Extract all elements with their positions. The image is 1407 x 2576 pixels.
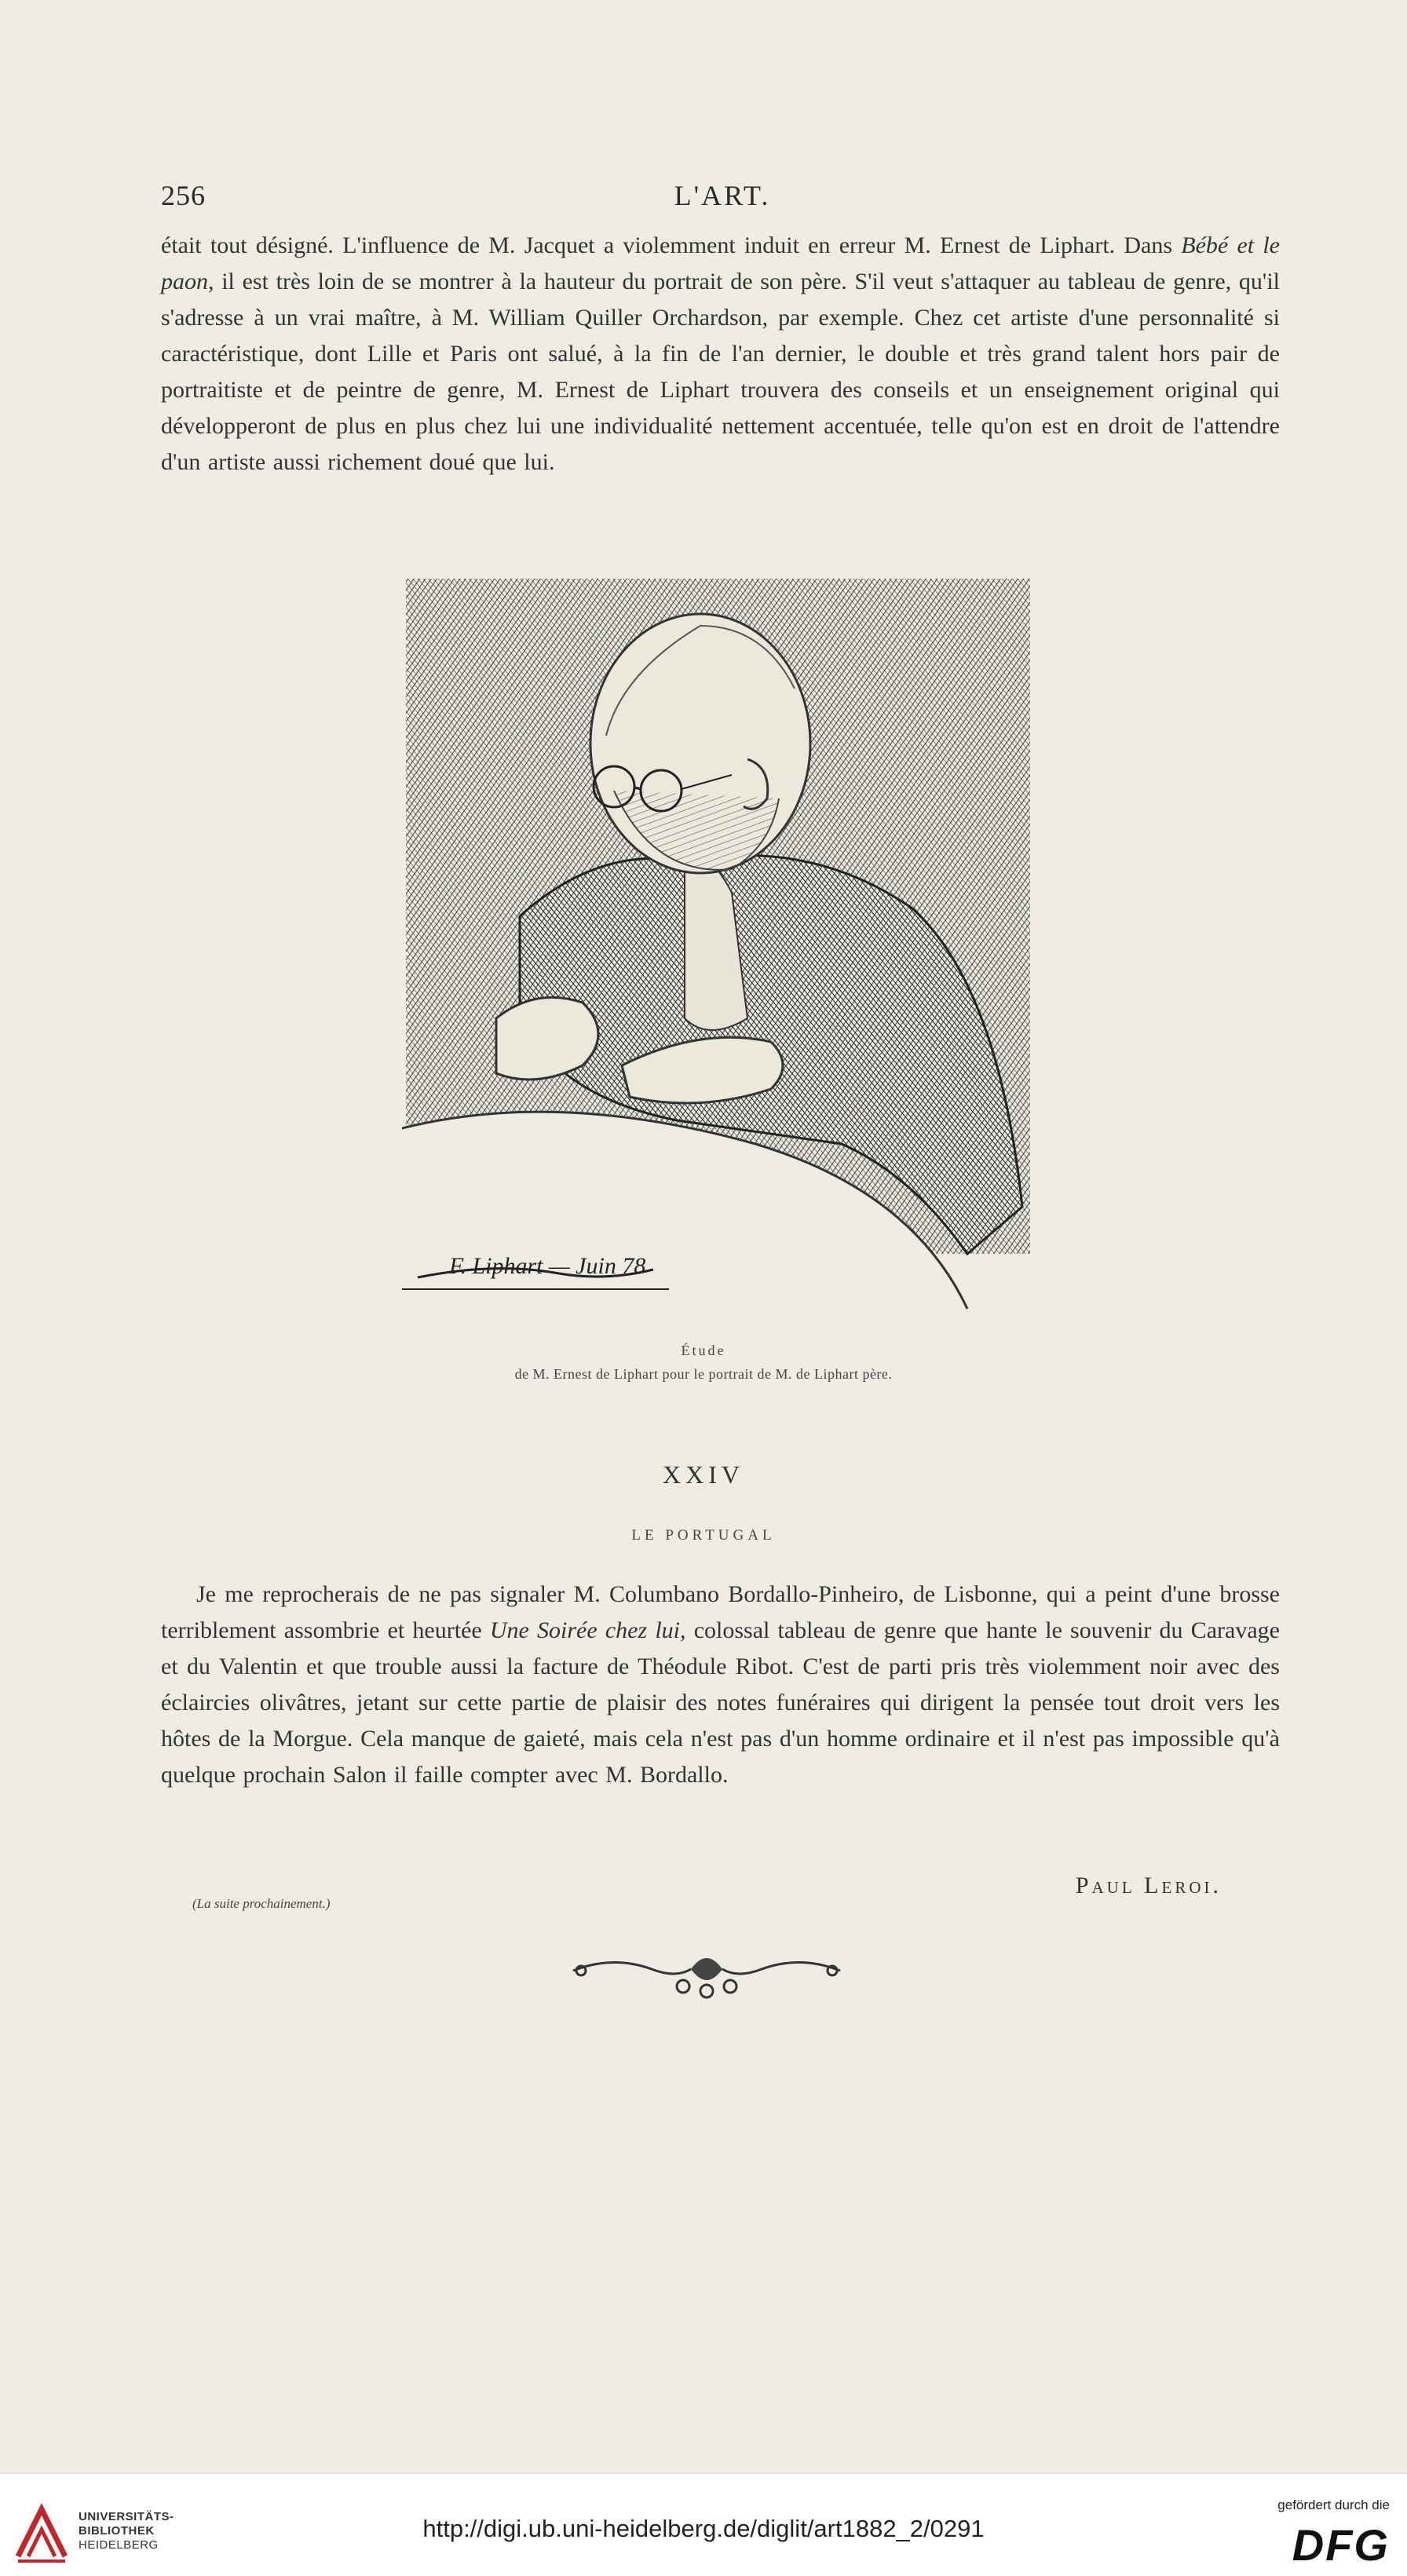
- paragraph-1-text-b: il est très loin de se montrer à la hauteur du portrait de son père. S'il veut s'attaquer au tableau de genre, qu'il s'adresse à un vrai maître, à M. William Quiller Orchardson, par exemple. Chez cet artiste d'une personnalité si caractéristique, dont Lille et Paris ont salué, à la fin de l'an dernier, le double et très grand talent hors pair de portraitiste et de peintre de genre, M. Ernest de Liphart trouvera des conseils et un enseignement original qui développeront de plus en plus chez lui une individualité nettement accentuée, telle qu'on est en droit de l'attendre d'un artiste aussi richement doué que lui.: [161, 269, 1280, 475]
- etching-portrait-svg: [402, 579, 1030, 1317]
- paragraph-2: [161, 1577, 1280, 1793]
- library-name-line-1: UNIVERSITÄTS-: [79, 2510, 174, 2523]
- paragraph-1-text-a: était tout désigné. L'influence de M. Jacquet a violemment induit en erreur M. Ernest de Liphart. Dans: [161, 232, 1182, 258]
- digitization-footer: [0, 2473, 1407, 2576]
- figure-caption-title: Étude: [681, 1343, 726, 1358]
- ornament-flourish-icon: [565, 1939, 848, 2002]
- etching-illustration: [402, 579, 1030, 1317]
- library-name-line-3: HEIDELBERG: [79, 2538, 159, 2552]
- running-title: L'ART.: [674, 180, 771, 211]
- library-name-line-2: BIBLIOTHEK: [79, 2524, 155, 2538]
- paragraph-1: [161, 228, 1280, 480]
- paragraph-2-text-b: colossal tableau de genre que hante le souvenir du Caravage et du Valentin et que trouble aussi la facture de Théodule Ribot. C'est de parti pris très violemment noir avec des éclaircies olivâtres, jetant sur cette partie de plaisir des notes funéraires qui dirigent la pensée tout droit vers les hôtes de la Morgue. Cela manque de gaieté, mais cela n'est pas d'un homme ordinaire et il n'est pas impossible qu'à quelque prochain Salon il faille compter avec M. Bordallo.: [161, 1617, 1280, 1788]
- funding-note: gefördert durch die: [1277, 2497, 1390, 2512]
- page-number: 256: [161, 180, 206, 211]
- dfg-logo: DFG: [1292, 2520, 1390, 2570]
- author-signature: Paul Leroi.: [1075, 1873, 1222, 1898]
- paragraph-1-italic-title: Bébé et le paon,: [161, 232, 1280, 294]
- paragraph-2-italic-title: Une Soirée chez lui,: [489, 1617, 686, 1643]
- paragraph-2-text-a: Je me reprocherais de ne pas signaler M. Columbano Bordallo-Pinheiro, de Lisbonne, qui a peint d'une brosse terriblement assombrie et heurtée: [161, 1581, 1280, 1643]
- page-header: [161, 179, 1284, 226]
- section-number: XXIV: [663, 1460, 744, 1489]
- etching-signature: F. Liphart — Juin 78: [449, 1253, 646, 1279]
- section-title: LE PORTUGAL: [631, 1527, 776, 1544]
- permalink-url[interactable]: http://digi.ub.uni-heidelberg.de/diglit/art1882_2/0291: [422, 2515, 985, 2542]
- figure-caption-text: de M. Ernest de Liphart pour le portrait de M. de Liphart père.: [514, 1366, 893, 1382]
- continued-note: (La suite prochainement.): [192, 1896, 331, 1911]
